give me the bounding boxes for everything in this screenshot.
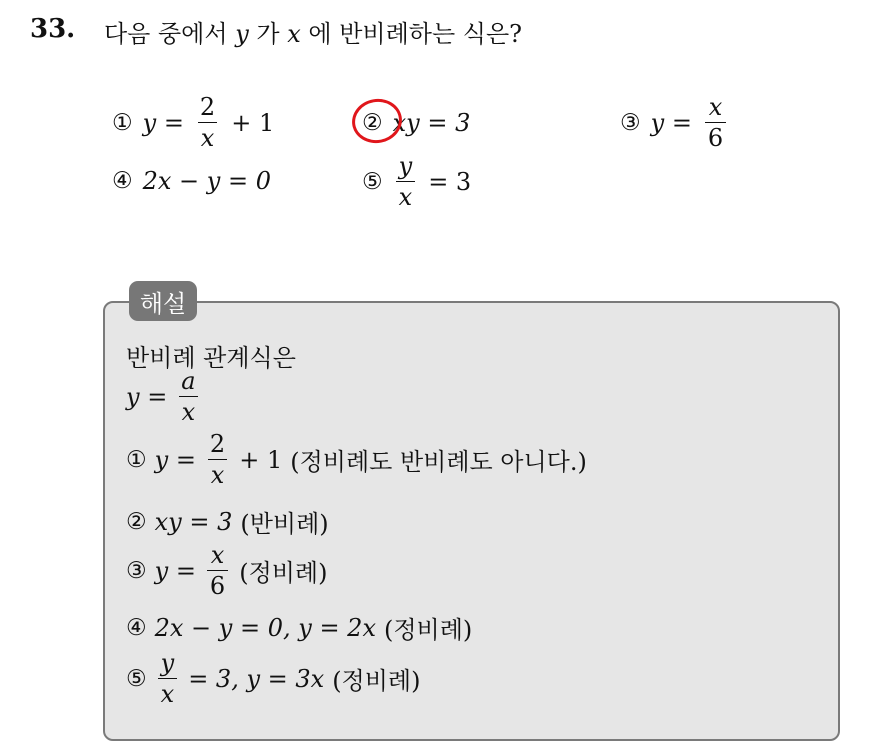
fraction-denominator: 6 (207, 570, 228, 598)
option-expression: 2x − y = 0 (142, 167, 271, 195)
question-number: 33. (30, 14, 76, 44)
solution-marker: ① (126, 446, 147, 473)
question-text-after: 에 반비례하는 식은? (308, 20, 523, 48)
option-marker: ⑤ (362, 168, 383, 195)
solution-line-2 (126, 504, 329, 539)
option-5[interactable] (362, 154, 471, 209)
solution-expression: 2x − y = 0, y = 2x (154, 613, 376, 642)
fraction-denominator: x (198, 122, 218, 150)
solution-line-4 (126, 610, 472, 645)
fraction-numerator: 2 (199, 93, 216, 121)
option-tail: = 3 (428, 167, 472, 196)
solution-intro: 반비례 관계식은 (126, 344, 296, 372)
solution-expression: xy = 3 (154, 507, 233, 536)
solution-tail: = 3, y = 3x (188, 664, 325, 693)
solution-note: (정비례) (383, 616, 473, 644)
solution-line-1 (126, 432, 587, 487)
formula-lhs: y = (126, 382, 168, 411)
solution-marker: ② (126, 508, 147, 535)
fraction-denominator: x (208, 459, 228, 487)
solution-tail: + 1 (239, 445, 283, 474)
selected-answer-circle-mark (349, 95, 406, 147)
option-4[interactable] (112, 167, 271, 195)
solution-tag: 해설 (129, 281, 197, 321)
option-expression: xy = 3 (392, 109, 471, 137)
question-text (104, 14, 522, 49)
question-var-x: x (287, 20, 301, 48)
question-var-y: y (235, 20, 249, 48)
solution-marker: ④ (126, 614, 147, 641)
fraction-denominator: x (158, 678, 178, 706)
solution-marker: ③ (126, 557, 147, 584)
solution-lhs: y = (154, 445, 196, 474)
option-1[interactable] (112, 95, 274, 150)
solution-lhs: y = (154, 556, 196, 585)
option-3[interactable] (620, 95, 729, 150)
solution-note: (정비례도 반비례도 아니다.) (290, 448, 587, 476)
solution-line-3 (126, 543, 327, 598)
fraction-numerator: x (708, 93, 723, 121)
fraction (207, 543, 228, 598)
solution-note: (정비례) (239, 559, 328, 587)
fraction-numerator: a (181, 367, 196, 395)
solution-note: (반비례) (240, 510, 329, 538)
fraction-denominator: x (179, 396, 199, 424)
option-marker: ① (112, 109, 133, 136)
fraction (207, 432, 228, 487)
option-marker: ③ (620, 109, 641, 136)
fraction-numerator: x (210, 541, 225, 569)
fraction-numerator: 2 (209, 430, 226, 458)
option-lhs: y = (142, 108, 184, 137)
option-tail: + 1 (231, 108, 275, 137)
solution-general-formula (126, 369, 202, 424)
fraction (396, 154, 416, 209)
fraction (158, 651, 178, 706)
fraction-numerator: y (398, 152, 413, 180)
question-text-mid: 가 (256, 20, 280, 48)
fraction-numerator: y (160, 649, 175, 677)
option-marker: ② (362, 110, 383, 136)
option-lhs: y = (650, 108, 692, 137)
solution-line-5 (126, 651, 420, 706)
fraction (178, 369, 198, 424)
option-marker: ④ (112, 168, 133, 194)
fraction (197, 95, 218, 150)
fraction-denominator: 6 (705, 122, 726, 150)
solution-marker: ⑤ (126, 665, 147, 692)
question-text-before: 다음 중에서 (104, 20, 228, 48)
solution-note: (정비례) (332, 667, 421, 695)
fraction-denominator: x (396, 181, 416, 209)
fraction (705, 95, 726, 150)
